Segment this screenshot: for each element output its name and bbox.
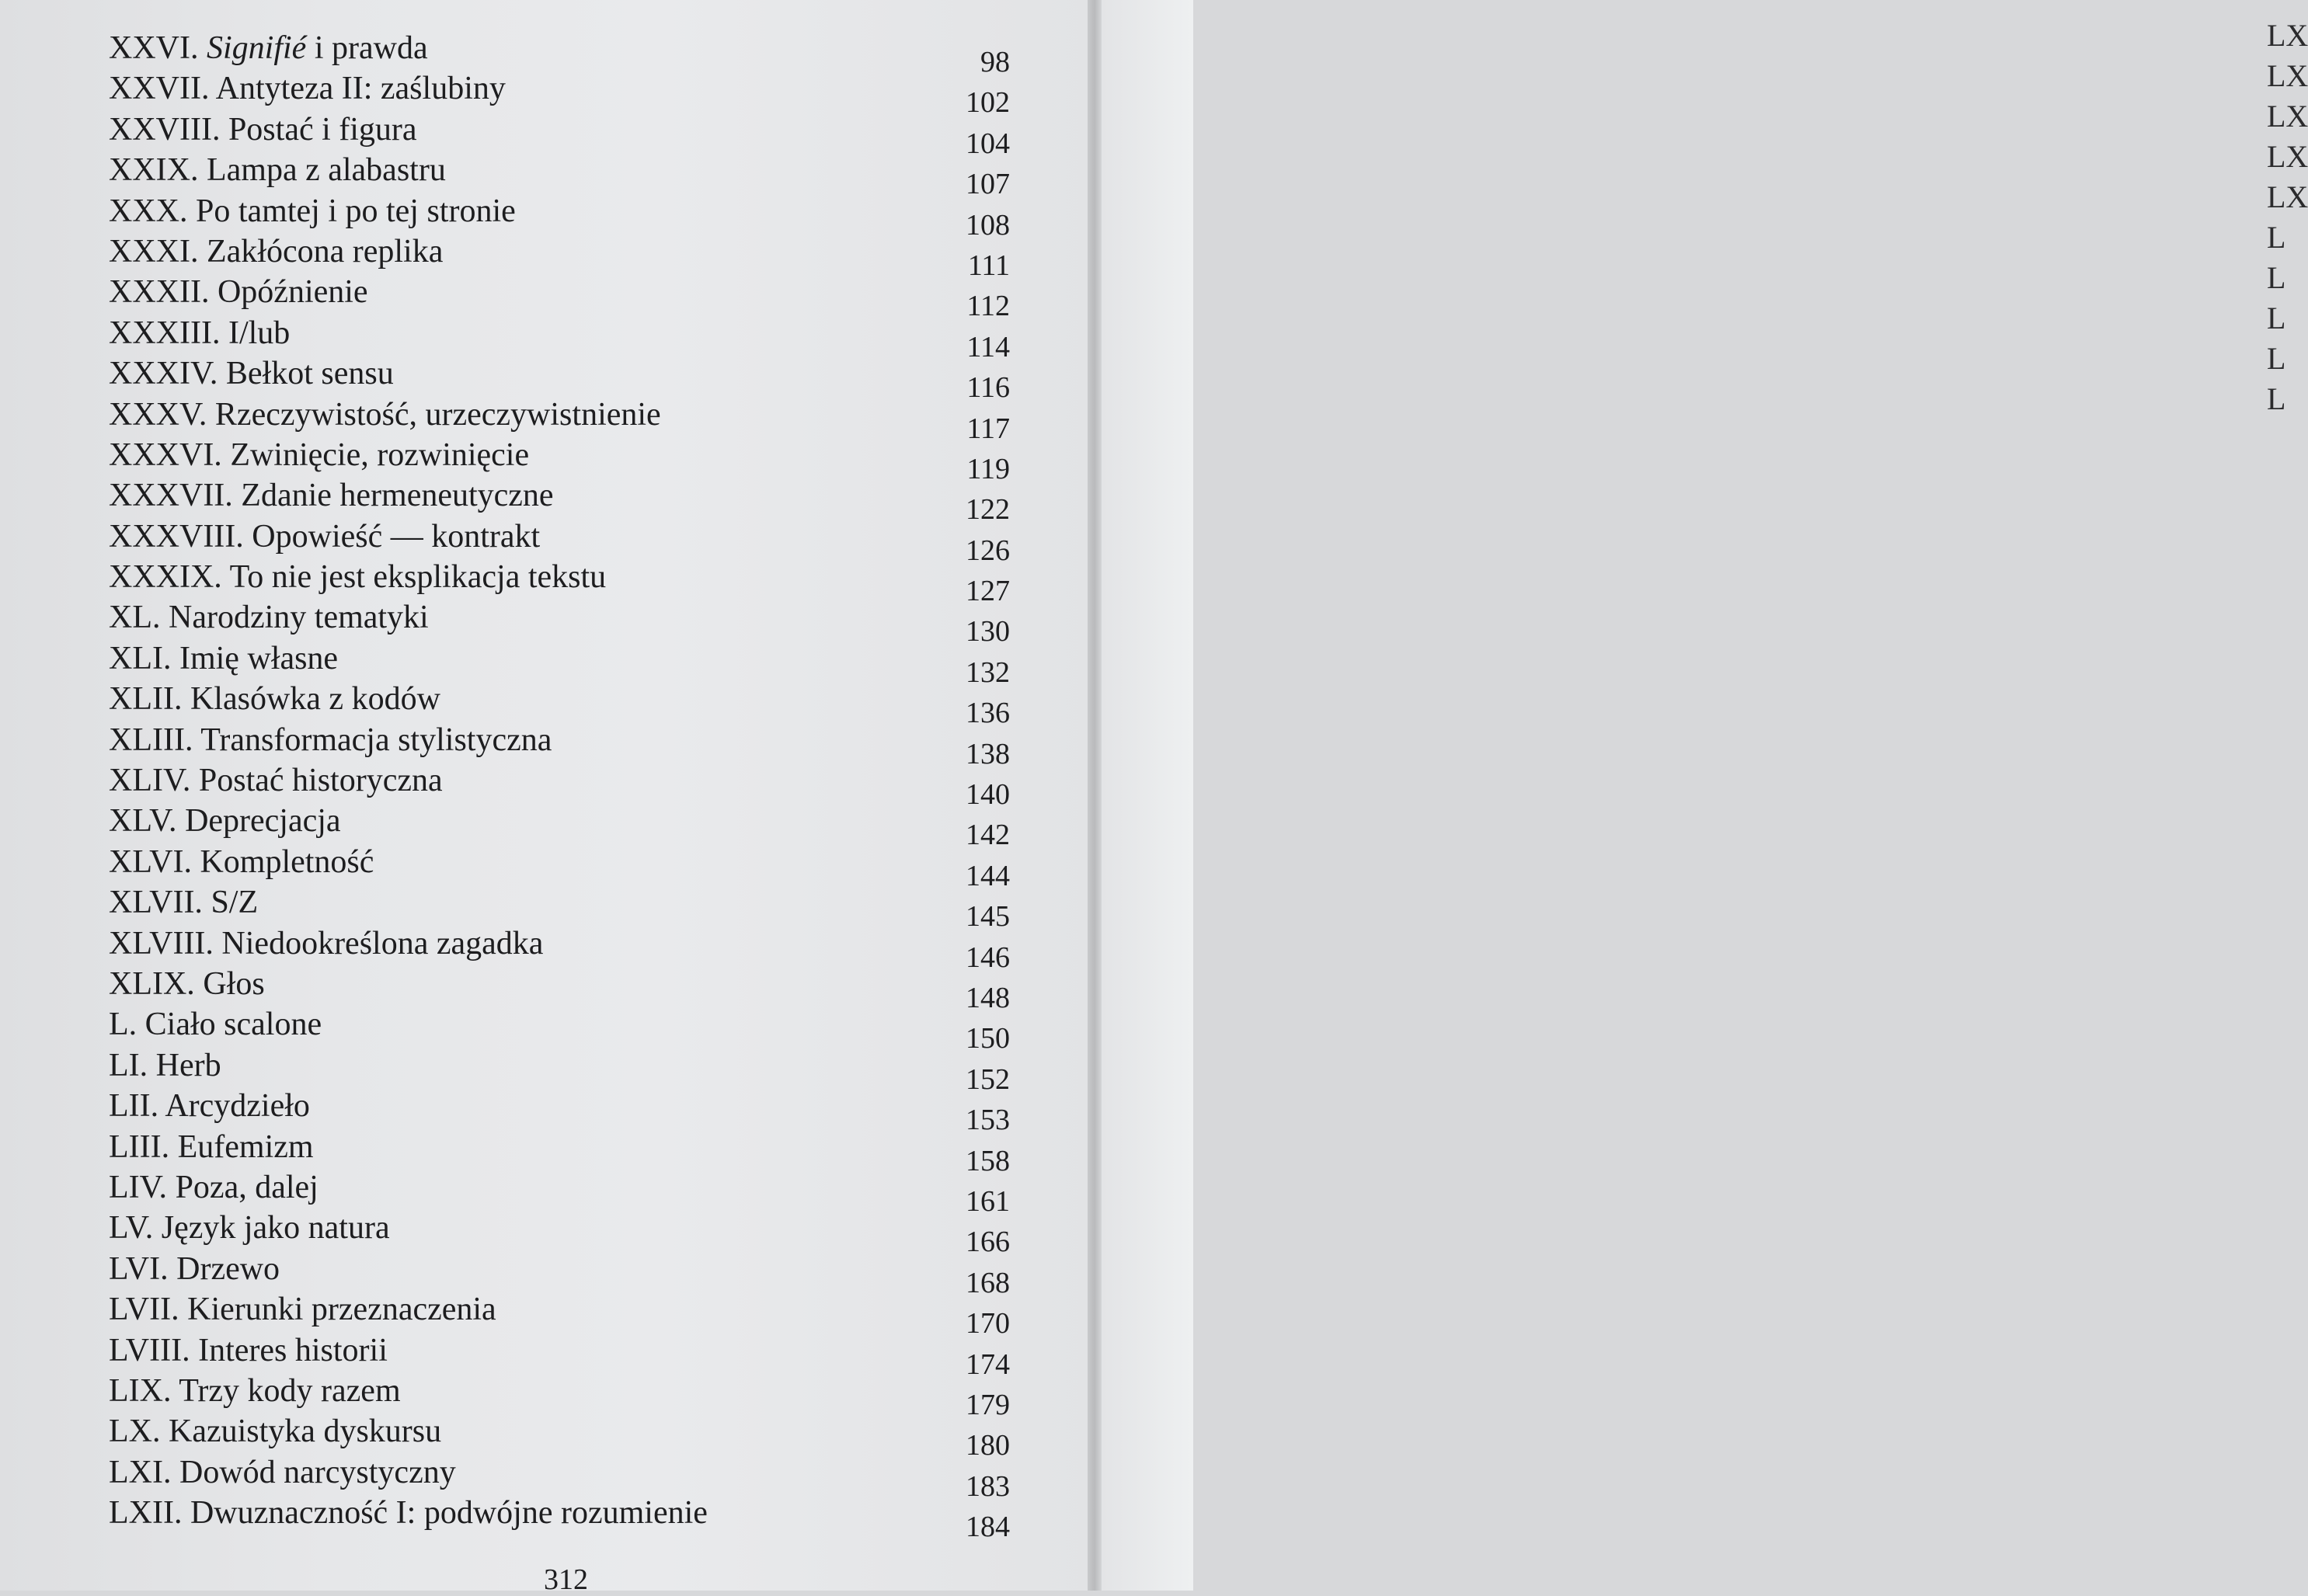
toc-entry <box>109 1086 1010 1137</box>
toc-entry-title <box>109 272 368 312</box>
toc-entry-text: Dwuznaczność I: podwójne rozumienie <box>190 1495 708 1532</box>
toc-entry <box>109 557 1010 608</box>
toc-entry <box>109 353 1010 405</box>
toc-entry <box>109 435 1010 485</box>
toc-entry-numeral: XLVII. <box>109 885 203 921</box>
toc-entry-title <box>109 964 265 1004</box>
toc-entry-title <box>109 1086 310 1126</box>
toc-entry-text: Ciało scalone <box>144 1007 322 1043</box>
toc-entry-numeral: XLVIII. <box>109 925 214 961</box>
toc-entry-page: 114 <box>966 330 1010 363</box>
toc-entry-title <box>109 638 338 679</box>
toc-entry-numeral: LVIII. <box>109 1332 190 1368</box>
toc-entry-text: Kierunki przeznaczenia <box>187 1292 496 1328</box>
toc-entry-numeral: XLIX. <box>109 965 195 1002</box>
toc-entry-text: Lampa z alabastru <box>206 152 446 189</box>
toc-entry <box>109 1208 1010 1259</box>
toc-entry-page: 184 <box>966 1511 1010 1544</box>
toc-entry <box>109 28 1010 78</box>
toc-entry-title <box>109 1289 496 1330</box>
toc-entry-page: 132 <box>966 655 1010 689</box>
table-of-contents <box>109 28 1010 1544</box>
toc-entry-page: 104 <box>966 127 1010 160</box>
toc-entry-page: 138 <box>966 737 1010 770</box>
toc-entry <box>109 272 1010 323</box>
toc-entry-text: Opowieść — kontrakt <box>252 518 541 555</box>
toc-entry-title <box>109 1167 319 1208</box>
toc-entry <box>109 191 1010 242</box>
toc-entry-title <box>109 313 290 353</box>
toc-entry-title <box>109 110 417 150</box>
toc-entry-title <box>109 28 428 68</box>
toc-entry <box>109 1371 1010 1421</box>
toc-entry-title <box>109 1452 456 1493</box>
toc-entry-title <box>109 882 258 923</box>
toc-entry-page: 145 <box>966 900 1010 934</box>
toc-entry <box>109 720 1010 770</box>
toc-entry-page: 148 <box>966 981 1010 1014</box>
toc-entry-page: 168 <box>966 1266 1010 1299</box>
toc-entry-text: To nie jest eksplikacja tekstu <box>229 559 607 596</box>
facing-page-edge-line: L <box>2267 341 2286 376</box>
toc-entry-page: 98 <box>980 46 1010 78</box>
toc-entry-page: 116 <box>966 371 1010 405</box>
toc-entry-title <box>109 516 540 557</box>
toc-entry-page: 126 <box>966 534 1010 567</box>
toc-entry-title <box>109 1493 708 1533</box>
toc-entry-numeral: XLVI. <box>109 843 192 880</box>
toc-entry-text: Eufemizm <box>177 1128 314 1165</box>
toc-entry-page: 150 <box>966 1022 1010 1055</box>
facing-page-edge-line: LX <box>2267 18 2308 53</box>
toc-entry-page: 127 <box>966 575 1010 608</box>
toc-entry-title <box>109 923 543 964</box>
toc-entry-text: Język jako natura <box>161 1210 390 1247</box>
toc-entry-title <box>109 760 443 801</box>
toc-entry <box>109 1452 1010 1503</box>
toc-entry <box>109 923 1010 974</box>
toc-entry-numeral: XXVI. <box>109 30 199 66</box>
toc-entry <box>109 1045 1010 1096</box>
toc-entry-numeral: XXXVII. <box>109 478 233 514</box>
toc-entry-page: 170 <box>966 1307 1010 1340</box>
facing-page-edge-line: L <box>2267 301 2286 336</box>
book-gutter <box>1088 0 1102 1591</box>
toc-entry-text: Zakłócona replika <box>206 233 444 269</box>
toc-entry-page: 152 <box>966 1062 1010 1096</box>
toc-entry <box>109 679 1010 730</box>
toc-entry-text: Signifié <box>206 30 307 66</box>
toc-entry-title <box>109 597 429 638</box>
toc-entry-text: I/lub <box>228 315 291 351</box>
toc-entry-page: 136 <box>966 697 1010 730</box>
toc-entry-page: 140 <box>966 778 1010 812</box>
toc-entry-title <box>109 231 443 272</box>
toc-entry <box>109 1411 1010 1462</box>
toc-entry-page: 179 <box>966 1388 1010 1421</box>
toc-entry-text: Poza, dalej <box>175 1169 319 1205</box>
toc-entry-title <box>109 475 554 516</box>
toc-entry-text: Kazuistyka dyskursu <box>169 1413 442 1450</box>
facing-page-edge-line: LX <box>2267 58 2308 93</box>
toc-entry-title <box>109 720 552 760</box>
toc-entry-text: Zdanie hermeneutyczne <box>241 478 554 514</box>
toc-entry-title <box>109 1127 314 1167</box>
toc-entry-numeral: LIII. <box>109 1128 170 1165</box>
toc-entry <box>109 1289 1010 1340</box>
toc-entry <box>109 597 1010 648</box>
toc-entry-text: Kompletność <box>200 843 374 880</box>
toc-entry-text: Drzewo <box>176 1250 280 1287</box>
toc-entry-text: Niedookreślona zagadka <box>221 925 544 961</box>
toc-entry <box>109 1249 1010 1299</box>
toc-entry-page: 183 <box>966 1469 1010 1503</box>
toc-entry <box>109 150 1010 201</box>
toc-entry-text: Opóźnienie <box>217 274 368 311</box>
toc-entry <box>109 964 1010 1014</box>
toc-entry-title <box>109 353 394 394</box>
toc-entry-text: S/Z <box>211 885 259 921</box>
toc-entry-text: Dowód narcystyczny <box>179 1454 456 1490</box>
facing-page <box>1102 0 2308 1591</box>
toc-entry-page: 130 <box>966 615 1010 648</box>
toc-entry-page: 102 <box>966 86 1010 120</box>
toc-entry-numeral: XLII. <box>109 681 183 718</box>
toc-entry <box>109 313 1010 363</box>
toc-entry-text: Narodziny tematyki <box>169 600 429 636</box>
toc-entry-page: 161 <box>966 1184 1010 1218</box>
toc-entry-page: 112 <box>966 290 1010 323</box>
toc-entry-text: Arcydzieło <box>165 1088 310 1125</box>
toc-entry-numeral: LIV. <box>109 1169 168 1205</box>
toc-entry-numeral: XXVII. <box>109 71 210 107</box>
toc-entry-page: 144 <box>966 859 1010 892</box>
book-page <box>0 0 1095 1596</box>
facing-page-edge-line: L <box>2267 260 2286 295</box>
toc-entry-title <box>109 1004 322 1045</box>
toc-entry-title <box>109 150 446 190</box>
toc-entry-text-rest: i prawda <box>306 30 428 66</box>
toc-entry-page: 119 <box>966 452 1010 485</box>
toc-entry-text: Herb <box>155 1047 221 1083</box>
toc-entry-numeral: LI. <box>109 1047 148 1083</box>
facing-page-edge-line: L <box>2267 220 2286 255</box>
toc-entry-page: 142 <box>966 819 1010 852</box>
toc-entry-page: 111 <box>967 249 1010 282</box>
facing-page-edge-line: L <box>2267 381 2286 416</box>
toc-entry-title <box>109 395 661 435</box>
toc-entry <box>109 231 1010 282</box>
toc-entry-text: Głos <box>203 965 265 1002</box>
toc-entry-numeral: XLI. <box>109 640 172 676</box>
toc-entry-text: Antyteza II: zaślubiny <box>215 71 506 107</box>
toc-entry-text: Po tamtej i po tej stronie <box>196 193 516 229</box>
facing-page-edge-line: LX <box>2267 99 2308 134</box>
toc-entry-numeral: XXXIV. <box>109 356 218 392</box>
toc-entry-text: Klasówka z kodów <box>190 681 440 718</box>
toc-entry-numeral: LV. <box>109 1210 154 1247</box>
toc-entry-numeral: XXVIII. <box>109 111 221 148</box>
toc-entry-title <box>109 1045 221 1086</box>
toc-entry-numeral: XLIII. <box>109 722 193 758</box>
toc-entry <box>109 1167 1010 1218</box>
toc-entry-numeral: LII. <box>109 1088 159 1125</box>
toc-entry-numeral: XXXV. <box>109 396 207 433</box>
toc-entry <box>109 638 1010 689</box>
toc-entry-page: 108 <box>966 208 1010 242</box>
toc-entry <box>109 110 1010 160</box>
toc-entry-numeral: XXXVI. <box>109 436 222 473</box>
toc-entry-numeral: XXXVIII. <box>109 518 244 555</box>
toc-entry-title <box>109 1371 401 1411</box>
toc-entry-numeral: XLIV. <box>109 763 191 799</box>
toc-entry <box>109 475 1010 527</box>
toc-entry <box>109 801 1010 852</box>
toc-entry-page: 107 <box>966 168 1010 201</box>
toc-entry-title <box>109 801 341 841</box>
toc-entry-text: Interes historii <box>198 1332 388 1368</box>
toc-entry <box>109 760 1010 812</box>
toc-entry <box>109 68 1010 120</box>
toc-entry <box>109 1004 1010 1055</box>
facing-page-edge-text <box>2267 16 2308 419</box>
toc-entry <box>109 1330 1010 1381</box>
toc-entry-page: 117 <box>966 412 1010 445</box>
toc-entry-numeral: LX. <box>109 1413 161 1450</box>
toc-entry <box>109 395 1010 445</box>
toc-entry-numeral: L. <box>109 1007 138 1043</box>
toc-entry-numeral: XL. <box>109 600 161 636</box>
toc-entry-title <box>109 191 516 231</box>
toc-entry-numeral: XXXIII. <box>109 315 221 351</box>
toc-entry <box>109 516 1010 567</box>
toc-entry-text: Bełkot sensu <box>225 356 394 392</box>
toc-entry-numeral: LXI. <box>109 1454 172 1490</box>
toc-entry-page: 180 <box>966 1429 1010 1462</box>
toc-entry-title <box>109 435 529 475</box>
toc-entry <box>109 882 1010 934</box>
toc-entry-numeral: XXXIX. <box>109 559 222 596</box>
facing-page-edge-line: LX <box>2267 139 2308 174</box>
toc-entry-numeral: LVII. <box>109 1292 179 1328</box>
toc-entry-numeral: XLV. <box>109 803 177 840</box>
toc-entry-title <box>109 1330 388 1371</box>
toc-entry-title <box>109 842 374 882</box>
toc-entry-text: Deprecjacja <box>185 803 341 840</box>
toc-entry-page: 122 <box>966 493 1010 527</box>
page-number: 312 <box>544 1563 588 1596</box>
toc-entry-text: Postać historyczna <box>198 763 443 799</box>
toc-entry-numeral: XXX. <box>109 193 188 229</box>
toc-entry <box>109 842 1010 892</box>
toc-entry-numeral: XXXI. <box>109 233 199 269</box>
toc-entry <box>109 1127 1010 1177</box>
toc-entry-numeral: LVI. <box>109 1250 169 1287</box>
toc-entry-text: Imię własne <box>179 640 339 676</box>
toc-entry-numeral: XXIX. <box>109 152 199 189</box>
toc-entry-text: Transformacja stylistyczna <box>200 722 552 758</box>
toc-entry-title <box>109 557 606 597</box>
facing-page-edge-line: LX <box>2267 179 2308 214</box>
toc-entry-numeral: LIX. <box>109 1372 172 1409</box>
toc-entry-text: Zwinięcie, rozwinięcie <box>230 436 530 473</box>
toc-entry-page: 153 <box>966 1104 1010 1137</box>
toc-entry-page: 146 <box>966 941 1010 974</box>
toc-entry-title <box>109 1411 441 1452</box>
toc-entry-numeral: XXXII. <box>109 274 210 311</box>
toc-entry-text: Postać i figura <box>228 111 417 148</box>
toc-entry-title <box>109 679 440 719</box>
toc-entry-text: Trzy kody razem <box>179 1372 401 1409</box>
toc-entry-page: 158 <box>966 1144 1010 1177</box>
toc-entry-text: Rzeczywistość, urzeczywistnienie <box>214 396 661 433</box>
toc-entry-title <box>109 1208 390 1248</box>
toc-entry-page: 166 <box>966 1226 1010 1259</box>
toc-entry-title <box>109 68 506 109</box>
toc-entry <box>109 1493 1010 1544</box>
toc-entry-title <box>109 1249 280 1289</box>
toc-entry-page: 174 <box>966 1347 1010 1381</box>
toc-entry-numeral: LXII. <box>109 1495 183 1532</box>
